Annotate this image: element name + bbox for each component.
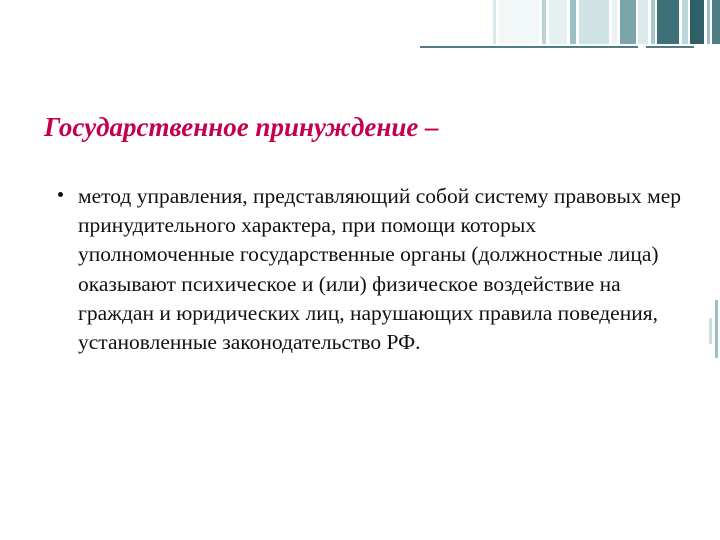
deco-bar [542,0,546,44]
deco-bar [657,0,679,44]
deco-bar [549,0,567,44]
deco-bar [651,0,655,44]
bullet-dot-icon [58,192,63,197]
deco-edge-accent [709,318,712,344]
bullet-text: метод управления, представляющий собой систему правовых мер принудительного характера, при помощи которых уполномоченные государственные органы (должностные лица) оказывают психическое и (или) физическое воздействие на граждан и юридических лиц, нарушающих правила поведения, установленные законодательство РФ. [78,184,682,355]
deco-rule-long [420,46,638,48]
slide-body [44,182,684,357]
deco-bar [612,0,617,44]
deco-bar [620,0,636,44]
deco-bar [682,0,688,44]
deco-bar [493,0,496,44]
slide-title: Государственное принуждение – [44,112,439,142]
list-item [44,182,684,357]
deco-bar [712,0,720,44]
decorative-header-bars [420,0,720,62]
deco-bar [707,0,710,44]
deco-edge-accent [715,300,718,358]
deco-bar [499,0,539,44]
deco-bar [570,0,576,44]
bullet-list [44,182,684,357]
deco-bar [638,0,648,44]
deco-bar [579,0,609,44]
deco-rule-short [646,46,694,48]
deco-bar [690,0,704,44]
